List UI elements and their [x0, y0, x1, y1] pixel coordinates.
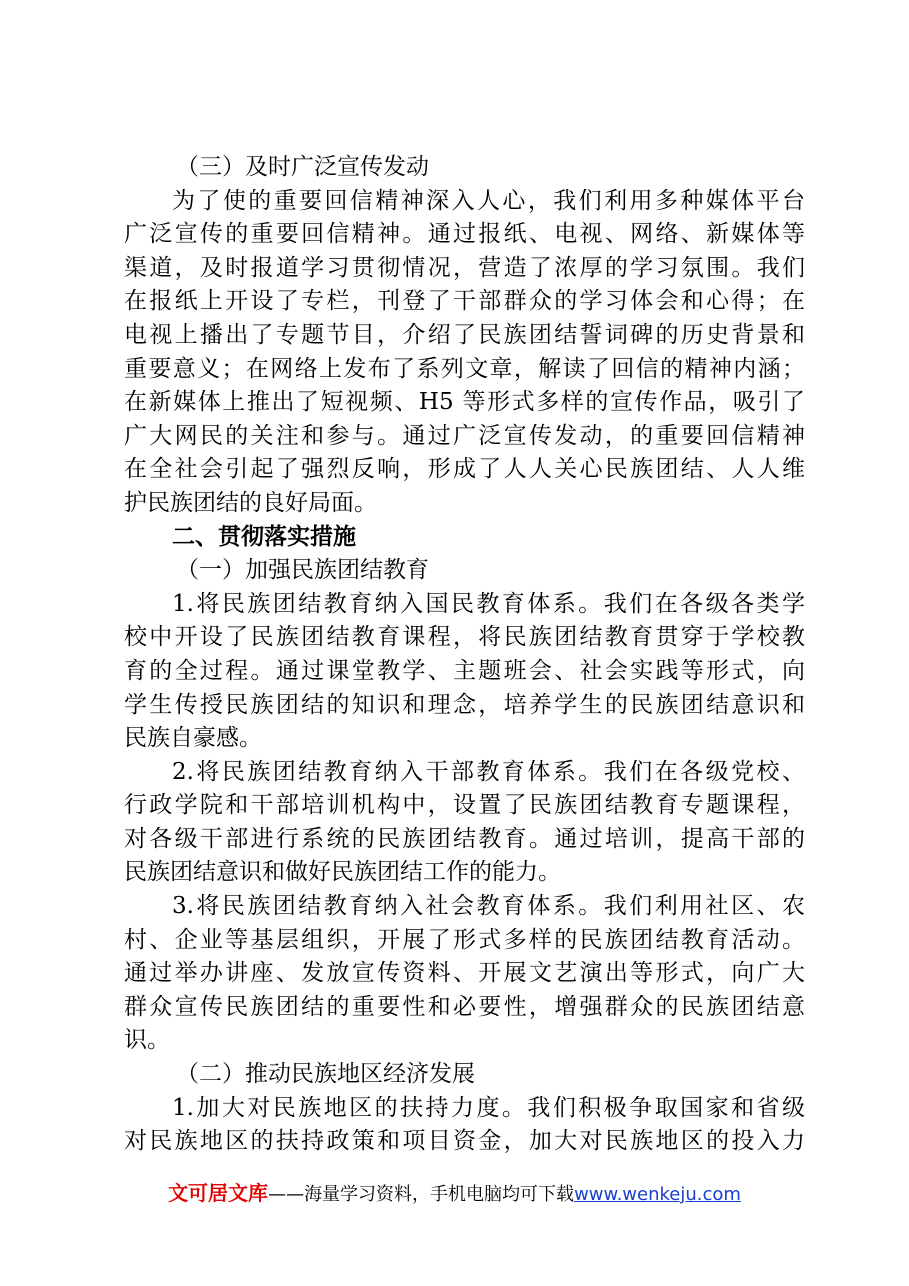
paragraph-line: 重要意义；在网络上发布了系列文章，解读了回信的精神内涵；	[124, 355, 805, 382]
paragraph-line: 在新媒体上推出了短视频、H5 等形式多样的宣传作品，吸引了	[124, 389, 805, 416]
paragraph-line: 电视上播出了专题节目，介绍了民族团结誓词碑的历史背景和	[124, 321, 805, 348]
paragraph-line: 对民族地区的扶持政策和项目资金，加大对民族地区的投入力	[124, 1128, 805, 1155]
section-heading: 二、贯彻落实措施	[172, 523, 356, 550]
paragraph-line: 1.加大对民族地区的扶持力度。我们积极争取国家和省级	[172, 1094, 805, 1121]
paragraph-line: 通过举办讲座、发放宣传资料、开展文艺演出等形式，向广大	[124, 960, 805, 987]
paragraph-line: 在全社会引起了强烈反响，形成了人人关心民族团结、人人维	[124, 456, 805, 483]
paragraph-line: 护民族团结的良好局面。	[124, 489, 377, 516]
footer-banner	[0, 1180, 909, 1208]
footer-brand: 文可居文库	[168, 1181, 269, 1205]
paragraph-line: 1.将民族团结教育纳入国民教育体系。我们在各级各类学	[172, 590, 805, 617]
paragraph-line: 2.将民族团结教育纳入干部教育体系。我们在各级党校、	[172, 758, 805, 785]
footer-tagline: ——海量学习资料，手机电脑均可下载	[268, 1184, 575, 1205]
subheading: （一）加强民族团结教育	[176, 557, 429, 584]
footer-url-link[interactable]: www.wenkeju.com	[574, 1184, 741, 1205]
paragraph-line: 3.将民族团结教育纳入社会教育体系。我们利用社区、农	[172, 893, 805, 920]
paragraph-line: 村、企业等基层组织，开展了形式多样的民族团结教育活动。	[124, 926, 805, 953]
paragraph-line: 校中开设了民族团结教育课程，将民族团结教育贯穿于学校教	[124, 624, 805, 651]
paragraph-line: 育的全过程。通过课堂教学、主题班会、社会实践等形式，向	[124, 657, 805, 684]
paragraph-line: 民族团结意识和做好民族团结工作的能力。	[124, 859, 561, 886]
subheading: （三）及时广泛宣传发动	[176, 154, 429, 180]
paragraph-line: 为了使的重要回信精神深入人心，我们利用多种媒体平台	[172, 187, 805, 214]
paragraph-line: 对各级干部进行系统的民族团结教育。通过培训，提高干部的	[124, 825, 805, 852]
paragraph-line: 广泛宣传的重要回信精神。通过报纸、电视、网络、新媒体等	[124, 221, 805, 248]
paragraph-line: 学生传授民族团结的知识和理念，培养学生的民族团结意识和	[124, 691, 805, 718]
paragraph-line: 在报纸上开设了专栏，刊登了干部群众的学习体会和心得；在	[124, 288, 805, 315]
paragraph-line: 行政学院和干部培训机构中，设置了民族团结教育专题课程，	[124, 792, 805, 819]
paragraph-line: 识。	[124, 1027, 170, 1054]
paragraph-line: 民族自豪感。	[124, 725, 262, 752]
paragraph-line: 群众宣传民族团结的重要性和必要性，增强群众的民族团结意	[124, 993, 805, 1020]
paragraph-line: 渠道，及时报道学习贯彻情况，营造了浓厚的学习氛围。我们	[124, 254, 805, 281]
paragraph-line: 广大网民的关注和参与。通过广泛宣传发动，的重要回信精神	[124, 422, 805, 449]
document-body	[124, 151, 805, 1159]
subheading: （二）推动民族地区经济发展	[176, 1061, 475, 1088]
